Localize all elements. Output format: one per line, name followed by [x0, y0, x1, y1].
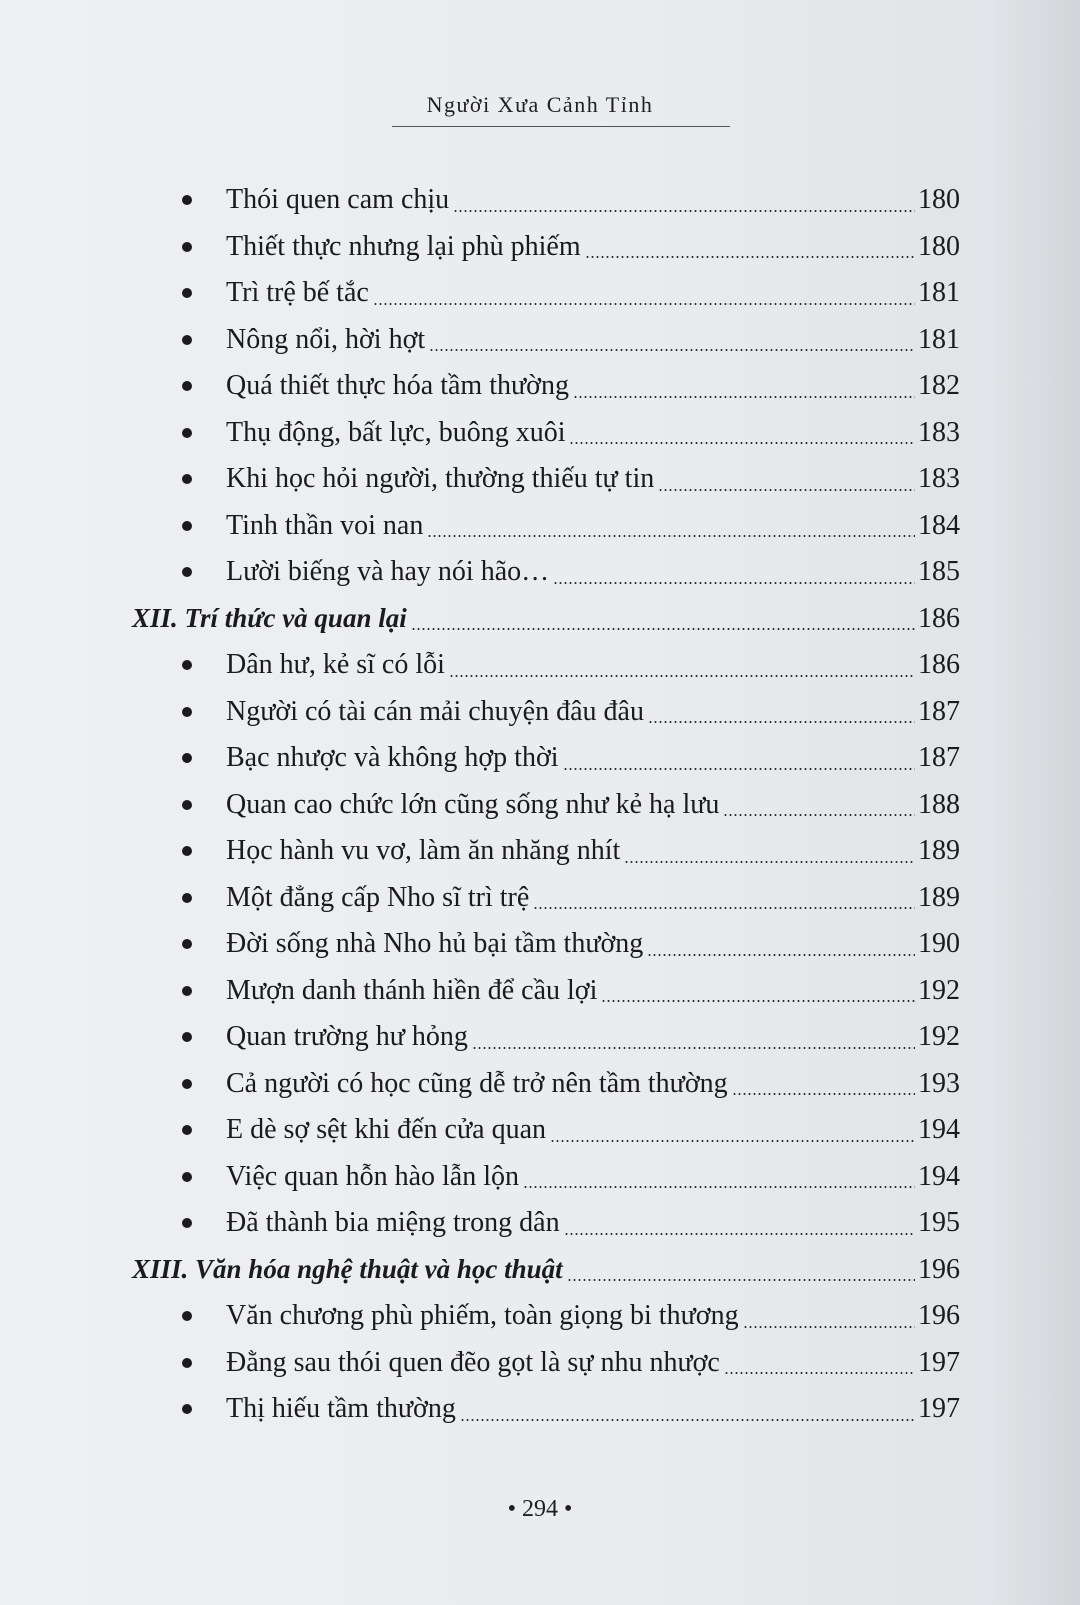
toc-entry	[132, 1386, 960, 1433]
entry-title: Thụ động, bất lực, buông xuôi	[226, 416, 566, 448]
toc-entry	[132, 503, 960, 550]
bullet-icon	[182, 1358, 192, 1368]
entry-page-number: 185	[918, 556, 960, 588]
toc-entry	[132, 270, 960, 317]
toc-section	[132, 1247, 960, 1294]
entry-title: Một đẳng cấp Nho sĩ trì trệ	[226, 881, 530, 913]
dot-leader	[472, 1047, 915, 1049]
entry-page-number: 197	[918, 1346, 960, 1378]
toc-entry	[132, 642, 960, 689]
entry-page-number: 188	[918, 788, 960, 820]
entry-page-number: 192	[918, 974, 960, 1006]
toc-entry	[132, 1293, 960, 1340]
dot-leader	[723, 814, 915, 816]
entry-title: Đã thành bia miệng trong dân	[226, 1207, 560, 1239]
dot-leader	[732, 1093, 915, 1095]
entry-title: Mượn danh thánh hiền để cầu lợi	[226, 974, 598, 1006]
dot-leader	[553, 582, 915, 584]
entry-page-number: 189	[918, 881, 960, 913]
toc-entry	[132, 224, 960, 271]
entry-title: Học hành vu vơ, làm ăn nhăng nhít	[226, 835, 621, 867]
entry-page-number: 186	[918, 602, 960, 634]
page-edge-shadow	[990, 0, 1080, 1605]
entry-page-number: 184	[918, 509, 960, 541]
toc-section	[132, 596, 960, 643]
dot-leader	[411, 628, 915, 630]
entry-title: Trì trệ bế tắc	[226, 277, 369, 309]
bullet-icon	[182, 800, 192, 810]
dot-leader	[550, 1140, 915, 1142]
entry-page-number: 180	[918, 184, 960, 216]
entry-title: Người có tài cán mải chuyện đâu đâu	[226, 695, 644, 727]
entry-title: Quan cao chức lớn cũng sống như kẻ hạ lưu	[226, 788, 720, 820]
dot-leader	[624, 861, 915, 863]
dot-leader	[449, 675, 915, 677]
entry-page-number: 180	[918, 230, 960, 262]
toc-entry	[132, 177, 960, 224]
dot-leader	[658, 489, 915, 491]
dot-leader	[427, 535, 915, 537]
entry-title: E dè sợ sệt khi đến cửa quan	[226, 1114, 547, 1146]
dot-leader	[567, 1279, 915, 1281]
bullet-icon	[182, 986, 192, 996]
entry-page-number: 193	[918, 1067, 960, 1099]
header-rule	[392, 126, 730, 127]
entry-page-number: 189	[918, 835, 960, 867]
toc-entry	[132, 782, 960, 829]
entry-title: Bạc nhược và không hợp thời	[226, 742, 559, 774]
table-of-contents	[132, 177, 960, 1433]
toc-entry	[132, 1061, 960, 1108]
entry-page-number: 196	[918, 1300, 960, 1332]
toc-entry	[132, 828, 960, 875]
entry-title: Việc quan hỗn hào lẫn lộn	[226, 1160, 520, 1192]
toc-entry	[132, 921, 960, 968]
entry-page-number: 181	[918, 323, 960, 355]
entry-title: Thị hiếu tầm thường	[226, 1393, 456, 1425]
toc-entry	[132, 735, 960, 782]
dot-leader	[429, 349, 915, 351]
dot-leader	[533, 907, 915, 909]
entry-page-number: 186	[918, 649, 960, 681]
entry-title: Nông nổi, hời hợt	[226, 323, 426, 355]
dot-leader	[724, 1372, 915, 1374]
entry-title: Đời sống nhà Nho hủ bại tầm thường	[226, 928, 644, 960]
entry-page-number: 183	[918, 463, 960, 495]
entry-page-number: 194	[918, 1114, 960, 1146]
bullet-icon	[182, 242, 192, 252]
section-title: XII. Trí thức và quan lại	[132, 603, 407, 634]
toc-entry	[132, 363, 960, 410]
dot-leader	[647, 954, 915, 956]
toc-entry	[132, 410, 960, 457]
toc-entry	[132, 1014, 960, 1061]
toc-entry	[132, 1107, 960, 1154]
entry-title: Quá thiết thực hóa tầm thường	[226, 370, 569, 402]
entry-title: Dân hư, kẻ sĩ có lỗi	[226, 649, 445, 681]
toc-entry	[132, 549, 960, 596]
entry-page-number: 181	[918, 277, 960, 309]
entry-title: Quan trường hư hỏng	[226, 1021, 468, 1053]
bullet-icon	[182, 335, 192, 345]
entry-page-number: 182	[918, 370, 960, 402]
toc-entry	[132, 317, 960, 364]
dot-leader	[743, 1326, 915, 1328]
entry-title: Thói quen cam chịu	[226, 184, 450, 216]
dot-leader	[453, 210, 915, 212]
bullet-icon	[182, 1079, 192, 1089]
bullet-icon	[182, 707, 192, 717]
dot-leader	[460, 1419, 915, 1421]
entry-title: Đằng sau thói quen đẽo gọt là sự nhu nhược	[226, 1346, 720, 1378]
dot-leader	[585, 256, 915, 258]
bullet-icon	[182, 1172, 192, 1182]
toc-entry	[132, 1154, 960, 1201]
entry-page-number: 187	[918, 695, 960, 727]
bullet-icon	[182, 893, 192, 903]
entry-title: Văn chương phù phiếm, toàn giọng bi thương	[226, 1300, 739, 1332]
toc-entry	[132, 456, 960, 503]
dot-leader	[564, 1233, 915, 1235]
bullet-icon	[182, 521, 192, 531]
entry-page-number: 195	[918, 1207, 960, 1239]
entry-title: Cả người có học cũng dễ trở nên tầm thường	[226, 1067, 728, 1099]
toc-entry	[132, 1200, 960, 1247]
entry-page-number: 192	[918, 1021, 960, 1053]
dot-leader	[523, 1186, 915, 1188]
dot-leader	[648, 721, 915, 723]
entry-title: Khi học hỏi người, thường thiếu tự tin	[226, 463, 655, 495]
section-title: XIII. Văn hóa nghệ thuật và học thuật	[132, 1254, 563, 1285]
page-number: • 294 •	[507, 1496, 573, 1522]
entry-page-number: 183	[918, 416, 960, 448]
entry-page-number: 197	[918, 1393, 960, 1425]
dot-leader	[373, 303, 915, 305]
entry-page-number: 196	[918, 1253, 960, 1285]
entry-page-number: 194	[918, 1160, 960, 1192]
toc-entry	[132, 1340, 960, 1387]
entry-page-number: 187	[918, 742, 960, 774]
toc-entry	[132, 689, 960, 736]
toc-entry	[132, 875, 960, 922]
bullet-icon	[182, 428, 192, 438]
dot-leader	[569, 442, 915, 444]
dot-leader	[601, 1000, 915, 1002]
entry-title: Tinh thần voi nan	[226, 509, 424, 541]
dot-leader	[573, 396, 915, 398]
dot-leader	[563, 768, 915, 770]
entry-title: Lười biếng và hay nói hão…	[226, 556, 550, 588]
toc-entry	[132, 968, 960, 1015]
entry-title: Thiết thực nhưng lại phù phiếm	[226, 230, 581, 262]
running-header: Người Xưa Cảnh Tỉnh	[426, 92, 654, 117]
entry-page-number: 190	[918, 928, 960, 960]
